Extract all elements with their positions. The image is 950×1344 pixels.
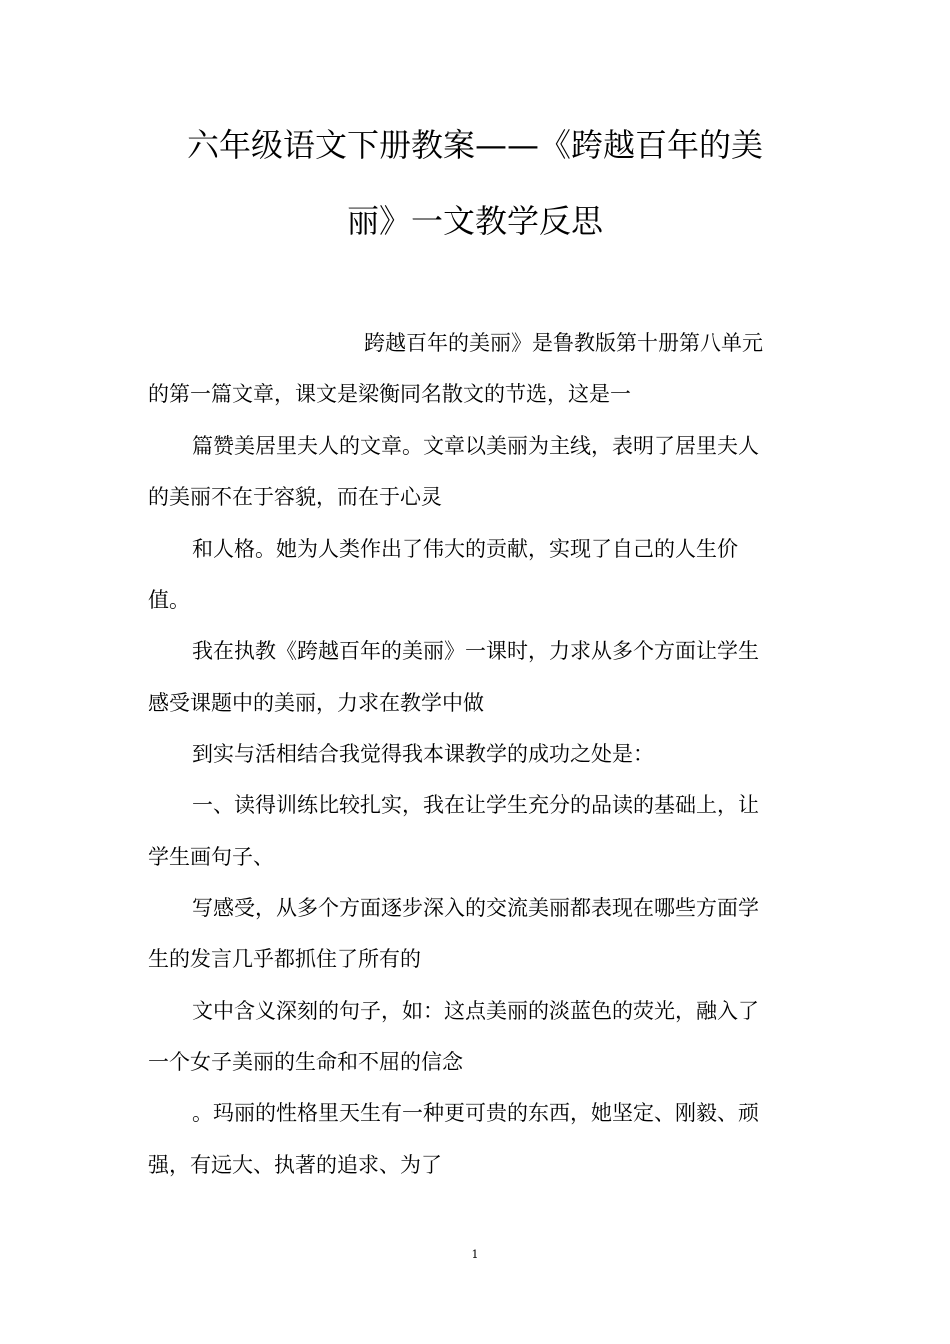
text-line-13: 生的发言几乎都抓住了所有的 [148, 947, 421, 971]
title-line-2: 丽》一文教学反思 [346, 202, 603, 240]
page-number: 1 [471, 1248, 479, 1261]
text-line-16: 。玛丽的性格里天生有一种更可贵的东西，她坚定、刚毅、顽 [192, 1101, 759, 1125]
text-line-11: 学生画句子、 [148, 845, 274, 869]
text-line-1: 跨越百年的美丽》是鲁教版第十册第八单元 [364, 331, 763, 355]
text-line-15: 一个女子美丽的生命和不屈的信念 [148, 1050, 463, 1074]
text-line-17: 强，有远大、执著的追求、为了 [148, 1153, 442, 1177]
text-line-10: 一、读得训练比较扎实，我在让学生充分的品读的基础上，让 [192, 793, 759, 817]
text-line-5: 和人格。她为人类作出了伟大的贡献，实现了自己的人生价 [192, 537, 738, 561]
text-line-7: 我在执教《跨越百年的美丽》一课时，力求从多个方面让学生 [192, 639, 759, 663]
text-line-8: 感受课题中的美丽，力求在教学中做 [148, 691, 484, 715]
title-line-1: 六年级语文下册教案——《跨越百年的美 [186, 126, 763, 164]
text-line-12: 写感受，从多个方面逐步深入的交流美丽都表现在哪些方面学 [192, 896, 759, 920]
text-line-3: 篇赞美居里夫人的文章。文章以美丽为主线，表明了居里夫人 [192, 434, 759, 458]
text-line-14: 文中含义深刻的句子，如：这点美丽的淡蓝色的荧光，融入了 [192, 999, 759, 1023]
text-line-6: 值。 [148, 588, 190, 612]
text-line-4: 的美丽不在于容貌，而在于心灵 [148, 485, 442, 509]
text-line-9: 到实与活相结合我觉得我本课教学的成功之处是： [192, 742, 654, 766]
text-line-2: 的第一篇文章，课文是梁衡同名散文的节选，这是一 [148, 382, 631, 406]
